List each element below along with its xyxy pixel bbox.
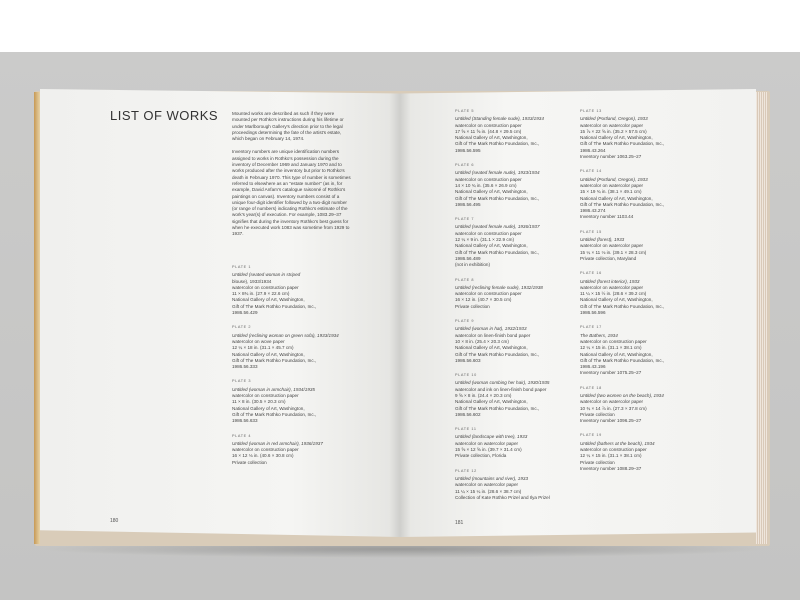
work-detail: 10 ¾ × 14 ⅞ in. (27.3 × 37.8 cm) xyxy=(580,405,647,411)
plate-number: PLATE 14 xyxy=(580,169,602,174)
work-detail: watercolor on construction paper xyxy=(455,122,522,128)
plate-entry xyxy=(455,372,567,418)
work-detail: 11 ¼ × 15 ¼ in. (28.6 × 38.7 cm) xyxy=(455,488,522,494)
work-detail: watercolor on construction paper xyxy=(580,338,647,344)
right-page-number: 181 xyxy=(455,520,464,526)
work-detail: 1986.43.196 xyxy=(580,364,606,370)
plate-entry xyxy=(580,432,698,472)
work-detail: 11 × 8¾ in. (27.9 × 22.6 cm) xyxy=(232,291,290,297)
work-detail: 1986.56.495 xyxy=(455,201,481,207)
work-detail: watercolor on construction paper xyxy=(455,291,522,297)
plate-entry xyxy=(580,108,698,160)
work-detail: National Gallery of Art, Washington, xyxy=(580,351,653,357)
plate-entry xyxy=(580,168,698,220)
work-detail: 15 ¼ × 11 ⅛ in. (39.1 × 28.3 cm) xyxy=(580,249,647,255)
plate-entry xyxy=(580,324,698,376)
work-detail: Private collection xyxy=(232,459,267,465)
work-detail: Gift of The Mark Rothko Foundation, Inc., xyxy=(580,201,665,207)
work-detail: 15 ⅝ × 12 ⅝ in. (39.7 × 31.4 cm) xyxy=(455,447,522,453)
work-detail: Gift of The Mark Rothko Foundation, Inc., xyxy=(455,405,540,411)
work-detail: blouse), 1933/1934 xyxy=(232,278,272,284)
work-detail: 1986.56.596 xyxy=(580,310,606,316)
intro-text xyxy=(232,111,352,245)
work-detail: watercolor on watercolor paper xyxy=(580,399,644,405)
work-detail: 12 ¼ × 9 in. (31.1 × 22.9 cm) xyxy=(455,237,514,243)
plate-number: PLATE 12 xyxy=(455,468,477,473)
work-title: Untitled (reclining female nude), 1932/1938 xyxy=(455,284,543,290)
work-detail: National Gallery of Art, Washington, xyxy=(455,189,528,195)
plate-number: PLATE 15 xyxy=(580,229,602,234)
plate-entry xyxy=(455,216,567,268)
work-title: Untitled (seated female nude), 1933/1934 xyxy=(455,170,540,176)
left-page-edges xyxy=(34,92,40,544)
intro-paragraph: Mounted works are described as such if they were mounted per Rothko's instructions during his lifetime or under Marlborough Gallery's direction prior to the legal proceedings determining the fate of the artist's estate, which began on February 14, 1974. xyxy=(232,111,344,142)
work-detail: Gift of The Mark Rothko Foundation, Inc., xyxy=(580,141,665,147)
work-detail: Private collection xyxy=(580,411,615,417)
work-detail: watercolor on construction paper xyxy=(580,447,647,453)
page-title: LIST OF WORKS xyxy=(110,108,219,123)
work-detail: watercolor on construction paper xyxy=(455,230,522,236)
plate-number: PLATE 13 xyxy=(580,109,602,113)
plate-number: PLATE 9 xyxy=(455,319,475,324)
work-detail: National Gallery of Art, Washington, xyxy=(580,297,653,303)
plate-number: PLATE 4 xyxy=(232,433,252,438)
work-detail: (not in exhibition) xyxy=(455,262,490,268)
work-detail: 16 × 12 ⅛ in. (40.6 × 30.8 cm) xyxy=(232,453,294,459)
work-detail: watercolor on watercolor paper xyxy=(580,284,644,290)
plate-number: PLATE 18 xyxy=(580,385,602,390)
work-detail: National Gallery of Art, Washington, xyxy=(232,405,305,411)
plate-entry xyxy=(580,270,698,316)
right-page-edges xyxy=(756,92,768,544)
plate-entry xyxy=(455,277,567,310)
work-title: Untitled (woman in armchair), 1934/1935 xyxy=(232,386,315,392)
plate-number: PLATE 1 xyxy=(232,265,252,269)
plate-entry xyxy=(232,433,350,466)
work-detail: Gift of The Mark Rothko Foundation, Inc., xyxy=(580,357,665,363)
work-title: Untitled (Portland, Oregon), 1933 xyxy=(580,176,648,182)
work-detail: Gift of The Mark Rothko Foundation, Inc., xyxy=(455,141,540,147)
work-detail: watercolor on watercolor paper xyxy=(455,440,519,446)
work-detail: National Gallery of Art, Washington, xyxy=(455,135,528,141)
plate-entry xyxy=(455,318,567,364)
work-detail: 1986.56.602 xyxy=(455,411,481,417)
work-detail: National Gallery of Art, Washington, xyxy=(455,399,528,405)
plate-entry xyxy=(455,426,567,459)
plate-entry xyxy=(580,385,698,425)
work-detail: National Gallery of Art, Washington, xyxy=(232,351,305,357)
work-detail: watercolor on construction paper xyxy=(232,393,299,399)
work-detail: Gift of The Mark Rothko Foundation, Inc., xyxy=(455,249,540,255)
work-title: The Bathers, 1934 xyxy=(580,332,618,338)
work-detail: 15 ⅞ × 22 ⅝ in. (35.2 × 57.5 cm) xyxy=(580,128,647,134)
work-title: Untitled (woman in hat), 1932/1933 xyxy=(455,326,527,332)
work-title: Untitled (seated woman in striped xyxy=(232,272,301,278)
work-detail: 16 × 12 in. (40.7 × 30.5 cm) xyxy=(455,297,512,303)
plates-column-3 xyxy=(580,108,698,480)
work-title: Untitled (forest interior), 1933 xyxy=(580,278,640,284)
work-detail: 11 × 8 in. (30.5 × 20.3 cm) xyxy=(232,399,286,405)
work-title: Untitled (forest), 1933 xyxy=(580,237,625,243)
work-title: Untitled (two women on the beach), 1934 xyxy=(580,392,664,398)
plate-entry xyxy=(232,324,350,370)
plate-entry xyxy=(455,162,567,208)
work-detail: Private collection, Maryland xyxy=(580,255,637,261)
work-detail: 1986.56.429 xyxy=(232,310,258,316)
work-detail: National Gallery of Art, Washington, xyxy=(580,195,653,201)
plate-number: PLATE 6 xyxy=(455,163,475,168)
plate-number: PLATE 2 xyxy=(232,325,252,330)
work-detail: 14 × 10 ¾ in. (35.6 × 26.9 cm) xyxy=(455,182,517,188)
work-detail: watercolor on watercolor paper xyxy=(580,122,644,128)
plate-number: PLATE 7 xyxy=(455,217,475,222)
work-detail: Gift of The Mark Rothko Foundation, Inc., xyxy=(455,351,540,357)
work-title: Untitled (mountains and river), 1933 xyxy=(455,475,529,481)
work-detail: Inventory number 1103.44 xyxy=(580,214,634,220)
work-detail: Inventory number 1096.25–27 xyxy=(580,418,642,424)
work-detail: Inventory number 1075.25–27 xyxy=(580,370,642,376)
work-detail: watercolor on linen-finish bond paper xyxy=(455,332,531,338)
work-detail: 1986.56.603 xyxy=(455,357,481,363)
work-title: Untitled (seated female nude), 1936/1937 xyxy=(455,224,540,230)
work-detail: 12 ¼ × 18 in. (31.1 × 45.7 cm) xyxy=(232,345,294,351)
work-detail: watercolor on construction paper xyxy=(232,447,299,453)
work-detail: watercolor on watercolor paper xyxy=(455,482,519,488)
work-detail: 1986.56.333 xyxy=(232,364,258,370)
work-detail: watercolor on watercolor paper xyxy=(580,182,644,188)
work-title: Untitled (reclining woman on green sofa), 1933/1934 xyxy=(232,332,339,338)
work-detail: watercolor and ink on linen-finish bond paper xyxy=(455,386,547,392)
work-title: Untitled (bathers at the beach), 1934 xyxy=(580,440,655,446)
plates-column-1 xyxy=(232,264,350,474)
work-detail: 10 × 8 in. (25.4 × 20.3 cm) xyxy=(455,338,509,344)
plate-number: PLATE 5 xyxy=(455,109,475,113)
work-detail: watercolor on construction paper xyxy=(455,176,522,182)
plate-number: PLATE 16 xyxy=(580,271,602,276)
work-detail: National Gallery of Art, Washington, xyxy=(455,243,528,249)
work-detail: 1986.56.489 xyxy=(455,255,481,261)
work-detail: Private collection xyxy=(455,303,490,309)
plates-column-2 xyxy=(455,108,567,509)
work-detail: 11 ¼ × 15 ½ in. (28.6 × 39.2 cm) xyxy=(580,291,647,297)
work-detail: Private collection xyxy=(580,459,615,465)
plate-entry xyxy=(455,108,567,154)
plate-number: PLATE 19 xyxy=(580,433,602,438)
intro-paragraph: Inventory numbers are unique identification numbers assigned to works in Rothko's possession during the inventory of December 1969 and January 1970 and to works produced after the inventory but prior to Rothko's death in February 1970. This type of number is sometimes referred to elsewhere as an "estate number" (as in, for example, David Anfam's catalogue raisonné of Rothko's paintings on canvas). Inventory numbers consist of a unique four-digit identifier followed by a two-digit number (or range of numbers) indicating Rothko's estimate of the work's year(s) of execution. For example, 1083.29–37 signifies that during the inventory Rothko's best guess for when he executed work 1083 was sometime from 1929 to 1937. xyxy=(232,149,351,237)
work-detail: Collection of Kate Rothko Prizel and Ilya Prizel xyxy=(455,494,550,500)
work-detail: 12 ¼ × 15 in. (31.1 × 38.1 cm) xyxy=(580,345,642,351)
plate-entry xyxy=(232,264,350,316)
work-detail: 1986.43.274 xyxy=(580,208,606,214)
work-detail: Inventory number 1088.29–37 xyxy=(580,465,642,471)
work-detail: 12 ¼ × 15 in. (31.1 × 38.1 cm) xyxy=(580,453,642,459)
work-detail: National Gallery of Art, Washington, xyxy=(232,297,305,303)
work-detail: 9 ⅝ × 8 in. (24.4 × 20.3 cm) xyxy=(455,392,512,398)
work-detail: 1986.43.264 xyxy=(580,147,606,153)
work-title: Untitled (woman in red armchair), 1936/1937 xyxy=(232,440,323,446)
work-detail: 1986.56.633 xyxy=(232,418,258,424)
work-detail: 1986.56.595 xyxy=(455,147,481,153)
plate-number: PLATE 3 xyxy=(232,379,252,384)
plate-number: PLATE 10 xyxy=(455,373,477,378)
plate-number: PLATE 11 xyxy=(455,427,477,432)
work-detail: Private collection, Florida xyxy=(455,453,507,459)
work-detail: Inventory number 1063.25–27 xyxy=(580,154,642,160)
work-detail: 17 ⅝ × 11 ⅝ in. (44.8 × 29.5 cm) xyxy=(455,128,522,134)
plate-number: PLATE 8 xyxy=(455,277,475,282)
work-detail: watercolor on watercolor paper xyxy=(580,243,644,249)
work-detail: Gift of The Mark Rothko Foundation, Inc., xyxy=(455,195,540,201)
work-detail: Gift of The Mark Rothko Foundation, Inc., xyxy=(232,303,317,309)
work-detail: Gift of The Mark Rothko Foundation, Inc., xyxy=(232,357,317,363)
work-detail: watercolor on wove paper xyxy=(232,338,285,344)
work-detail: Gift of The Mark Rothko Foundation, Inc., xyxy=(232,411,317,417)
work-detail: watercolor on construction paper xyxy=(232,284,299,290)
work-title: Untitled (landscape with tree), 1933 xyxy=(455,434,528,440)
plate-number: PLATE 17 xyxy=(580,325,602,330)
work-detail: National Gallery of Art, Washington, xyxy=(580,135,653,141)
right-page xyxy=(400,89,756,537)
plate-entry xyxy=(580,229,698,262)
work-title: Untitled (Portland, Oregon), 1933 xyxy=(580,116,648,122)
plate-entry xyxy=(232,378,350,424)
work-title: Untitled (Standing female nude), 1933/1934 xyxy=(455,116,544,122)
work-detail: National Gallery of Art, Washington, xyxy=(455,345,528,351)
plate-entry xyxy=(455,468,567,501)
work-detail: 15 × 19 ¾ in. (38.1 × 49.1 cm) xyxy=(580,189,642,195)
work-title: Untitled (woman combing her hair), 1930/1935 xyxy=(455,380,550,386)
left-page-number: 180 xyxy=(110,518,119,524)
work-detail: Gift of The Mark Rothko Foundation, Inc., xyxy=(580,303,665,309)
